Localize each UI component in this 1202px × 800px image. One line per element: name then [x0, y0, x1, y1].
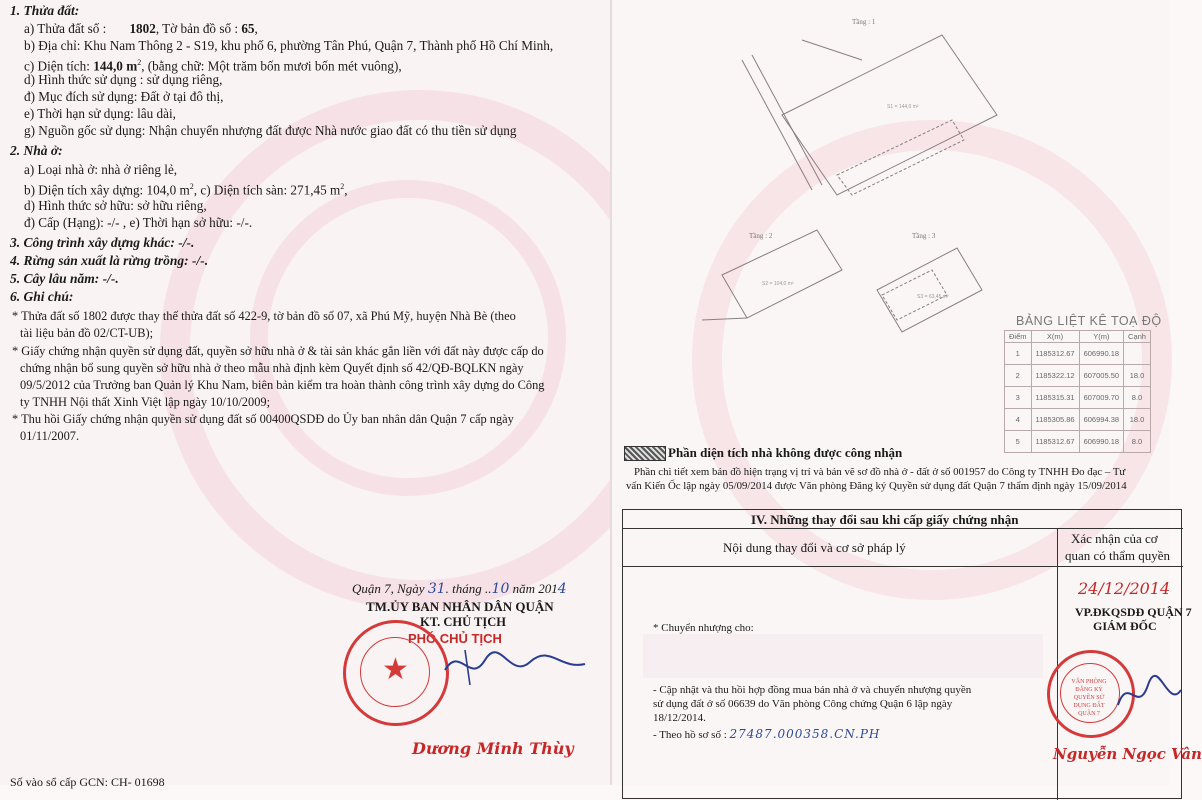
- usage-term-line: e) Thời hạn sử dụng: lâu dài,: [24, 106, 176, 121]
- legend-note-line-1: Phần chi tiết xem bản đồ hiện trạng vị trí và bản vẽ sơ đồ nhà ở - đất ở số 001957 do Công ty TNHH Đo đạc – Tư: [634, 466, 1126, 478]
- svg-text:S1 = 144,0 m²: S1 = 144,0 m²: [887, 104, 919, 110]
- coord-row: 4 1185305.86 606994.38 18.0: [1005, 409, 1151, 431]
- confirm-signer-name: Nguyễn Ngọc Vân: [1053, 745, 1202, 763]
- changes-table: [622, 509, 1202, 799]
- note-2-line-1: * Giấy chứng nhận quyền sử dụng đất, quyền sở hữu nhà ở & tài sản khác gắn liền với đất này được cấp do: [12, 344, 544, 358]
- note-2-line-2: chứng nhận bổ sung quyền sở hữu nhà ở theo mẫu nhà định kèm Quyết định số 42/QĐ-BQLKN ngày: [20, 361, 524, 375]
- update-line-2: sử dụng đất ở số 06639 do Văn phòng Công chứng Quận 6 lập ngày: [653, 698, 953, 710]
- section-2-title: 2. Nhà ở:: [10, 143, 63, 158]
- watermark-emblem-inner: [250, 180, 566, 496]
- signing-role: PHÓ CHỦ TỊCH: [408, 631, 502, 646]
- coord-table: [1004, 330, 1151, 453]
- legend-note-line-2: vấn Kiến Ốc lập ngày 05/09/2014 được Văn phòng Đăng ký Quyền sử dụng đất Quận 7 thẩm định ngày 15/09/2014: [626, 480, 1127, 492]
- col-changes-header: Nội dung thay đổi và cơ sở pháp lý: [723, 540, 906, 555]
- signer-name: Dương Minh Thùy: [412, 739, 574, 758]
- section-1-title: 1. Thửa đất:: [10, 3, 80, 18]
- col-confirm-header-1: Xác nhận của cơ: [1071, 531, 1158, 546]
- col-confirm-header-2: quan có thẩm quyền: [1065, 548, 1171, 563]
- floor-1-label: Tầng : 1: [852, 18, 876, 26]
- signature-right: [1113, 670, 1183, 720]
- coord-row: 1 1185312.67 606990.18: [1005, 343, 1151, 365]
- usage-purpose-line: đ) Mục đích sử dụng: Đất ở tại đô thị,: [24, 89, 224, 104]
- origin-line: g) Nguồn gốc sử dụng: Nhận chuyển nhượng đất được Nhà nước giao đất có thu tiền sử dụng: [24, 123, 517, 138]
- file-number-row: - Theo hồ sơ số : 27487.000358.CN.PH: [653, 727, 881, 741]
- section-3: 3. Công trình xây dựng khác: -/-.: [10, 235, 195, 250]
- coord-header-row: Điểm X(m) Y(m) Cạnh: [1005, 331, 1151, 343]
- confirm-org: VP.ĐKQSDĐ QUẬN 7: [1075, 605, 1192, 619]
- note-1-line-2: tài liệu bản đồ 02/CT-UB);: [20, 326, 154, 340]
- note-3-line-2: 01/11/2007.: [20, 429, 80, 443]
- note-2-line-4: ty TNHH Nội thất Xinh Việt lập ngày 10/10/2009;: [20, 395, 271, 409]
- signature-left: [440, 640, 590, 690]
- coord-row: 2 1185322.12 607005.50 18.0: [1005, 365, 1151, 387]
- transfer-label: * Chuyển nhượng cho:: [653, 622, 754, 634]
- coord-row: 5 1185312.67 606990.18 8.0: [1005, 431, 1151, 453]
- note-2-line-3: 09/5/2012 của Trưởng ban Quản lý Khu Nam, biên bản kiểm tra hoàn thành công trình xây dựng do Công: [20, 378, 545, 392]
- ownership-form-line: d) Hình thức sở hữu: sở hữu riêng,: [24, 198, 207, 213]
- confirm-role: GIÁM ĐỐC: [1093, 619, 1157, 633]
- changes-title: IV. Những thay đổi sau khi cấp giấy chứng nhận: [751, 512, 1019, 527]
- register-number: Số vào sổ cấp GCN: CH- 01698: [10, 775, 165, 789]
- note-1-line-1: * Thửa đất số 1802 được thay thế thửa đất số 422-9, tờ bản đồ số 07, xã Phú Mỹ, huyện Nhà Bè (theo: [12, 309, 516, 323]
- coord-row: 3 1185315.31 607009.70 8.0: [1005, 387, 1151, 409]
- grade-line: đ) Cấp (Hạng): -/- , e) Thời hạn sở hữu: -/-.: [24, 215, 253, 230]
- house-area-line: b) Diện tích xây dựng: 104,0 $m^2$, c) Diện tích sàn: 271,45 $m^2$,: [24, 182, 348, 198]
- hatched-legend-swatch: [624, 446, 666, 461]
- floor-2-label: Tầng : 2: [749, 232, 773, 240]
- redacted-name-area: [643, 634, 1043, 678]
- svg-text:S2 = 104,0 m²: S2 = 104,0 m²: [762, 281, 794, 287]
- coord-table-title: BẢNG LIỆT KÊ TOẠ ĐỘ: [1016, 314, 1162, 328]
- right-page: [610, 0, 1202, 785]
- parcel-line: a) Thửa đất số : 1802, Tờ bản đồ số : 65,: [24, 21, 258, 36]
- signing-kt: KT. CHỦ TỊCH: [420, 615, 507, 629]
- section-6-title: 6. Ghi chú:: [10, 289, 74, 304]
- note-3-line-1: * Thu hồi Giấy chứng nhận quyền sử dụng đất số 00400QSDĐ do Ủy ban nhân dân Quận 7 cấp ngày: [12, 412, 514, 426]
- section-4: 4. Rừng sản xuất là rừng trồng: -/-.: [10, 253, 209, 268]
- floor-plan-diagram: [612, 0, 1172, 340]
- section-5: 5. Cây lâu năm: -/-.: [10, 271, 119, 286]
- house-type-line: a) Loại nhà ở: nhà ở riêng lẻ,: [24, 162, 178, 177]
- signing-date: Quận 7, Ngày 31. tháng ..10 năm 2014: [352, 581, 567, 597]
- area-line: c) Diện tích: 144,0 $m^2$, (bằng chữ: Một trăm bốn mươi bốn mét vuông),: [24, 58, 402, 74]
- legend-label: Phần diện tích nhà không được công nhận: [668, 445, 903, 460]
- confirm-date: 24/12/2014: [1078, 579, 1171, 598]
- official-seal-left: ★: [343, 620, 449, 726]
- update-line-1: - Cập nhật và thu hồi hợp đồng mua bán nhà ở và chuyển nhượng quyền: [653, 684, 972, 696]
- update-line-3: 18/12/2014.: [653, 712, 706, 724]
- svg-text:S3 = 63,45 m²: S3 = 63,45 m²: [917, 294, 949, 300]
- seal-text: VĂN PHÒNG ĐĂNG KÝ QUYỀN SỬ DỤNG ĐẤT QUẬN 7: [1071, 679, 1107, 717]
- floor-3-label: Tầng : 3: [912, 232, 936, 240]
- address-line: b) Địa chỉ: Khu Nam Thông 2 - S19, khu phố 6, phường Tân Phú, Quận 7, Thành phố Hồ Chí Minh,: [24, 38, 554, 53]
- signing-org: TM.ỦY BAN NHÂN DÂN QUẬN: [366, 599, 554, 614]
- usage-form-line: d) Hình thức sử dụng : sử dụng riêng,: [24, 72, 223, 87]
